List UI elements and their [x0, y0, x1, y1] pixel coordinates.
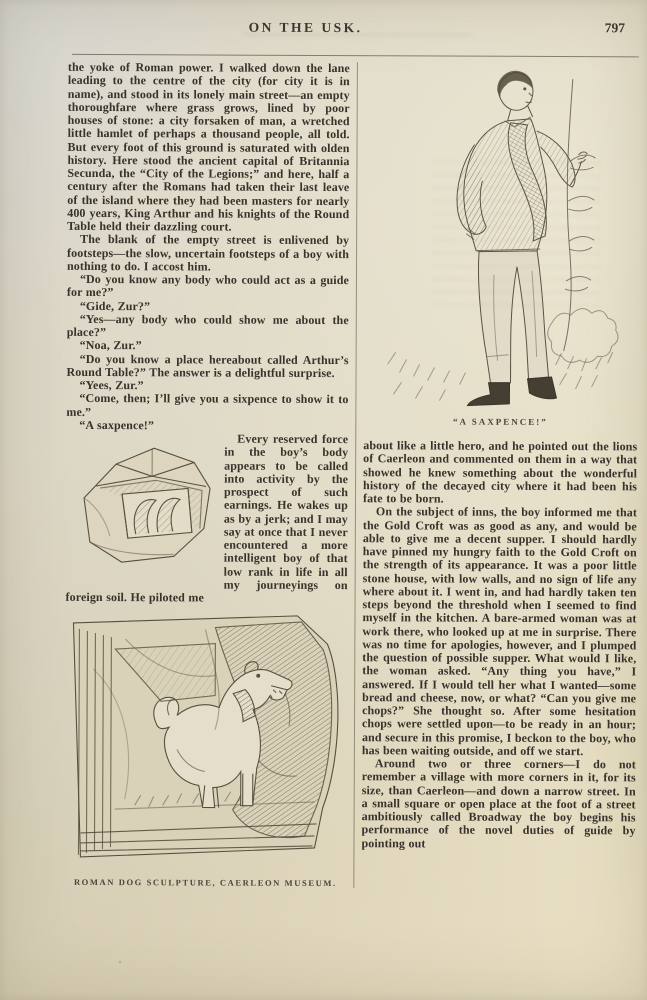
page-header [2, 0, 647, 53]
dog-sculpture-figure [64, 609, 347, 888]
paragraph: the yoke of Roman power. I walked down the lane leading to the centre of the city (for city it is in name), and stood in its lonely main street—an empty thoroughfare where grass grows, lined by poor houses of stone: a city forsaken of man, a wretched little hamlet of perhaps a thousand people, all told. But every foot of this ground is saturated with olden history. Here stood the ancient capital of Britannia Secunda, the “City of the Legions;” and here, half a century after the Romans had taken their last leave of the island where they had been masters for nearly 400 years, King Arthur and his knights of the Round Table held their dazzling court. [67, 59, 350, 234]
dialogue-line: “Noa, Zur.” [79, 338, 142, 353]
dialogue-line: “Gide, Zur?” [79, 298, 151, 313]
paragraph: On the subject of inns, the boy informed me that the Gold Croft was as good as any, and would be able to give me a decent supper. I should hardly have pinned my hungry faith to the Gold Croft on the strength of its appearance. It was a poor little stone house, with low walls, and no sign of life any where about it. I went in, and had hardly taken ten steps beyond the threshold when I seemed to find myself in the kitchen. A bare-armed woman was at work there, who looked up at me in surprise. There was no time for apologies, however, and I plumped the question of possible supper. What would I like, the woman asked. “Any thing you have,” I answered. If I would tell her what I wanted—some bread and cheese, now, or what? “Can you give me chops?” She thought so. After some hesitation chops were settled upon—to be ready in an hour; and secure in this promise, I beckon to the boy, who has been waiting outside, and off we start. [361, 504, 637, 758]
dialogue-line: “A saxpence!” [79, 417, 155, 433]
paragraph: about like a little hero, and he pointed out the lions of Caerleon and commented on them in a way that showed he knew something about the wonderful history of the decayed city where it had been his fate to be born. [362, 438, 638, 506]
right-column-text [361, 439, 637, 851]
stone-fragment-illustration [66, 436, 219, 579]
running-title: ON THE USK. [248, 19, 363, 36]
dialogue-line: “Do you know a place hereabout called Arthur’s Round Table?” The answer is a delightful surprise. [66, 351, 349, 380]
paragraph: Around two or three corners—I do not remember a village with more corners in it, for its size, than Caerleon—and down a narrow street. In a small square or open place at the foot of a street ambitiously called Broadway the boy begins his performance of the novel duties of guide by pointing out [361, 756, 636, 850]
dog-sculpture-illustration [64, 609, 347, 876]
figure-caption: “A SAXPENCE!” [452, 416, 548, 427]
dialogue-line: “Come, then; I’ll give you a sixpence to show it to me.” [66, 391, 349, 419]
paragraph: The blank of the empty street is enlivened by footsteps—the slow, uncertain footsteps of a boy with nothing to do. I accost him. [66, 232, 350, 274]
ink-bleed-through [431, 150, 602, 311]
paragraph: Every reserved force in the boy’s body appears to be called into activity by the prospect of such earnings. He wakes up as by a jerk; and I may say at once that I never encountered a more intelligent boy of that low rank in life in all my journeyings on foreign soil. He piloted me [65, 431, 349, 605]
header-rule [72, 54, 639, 57]
dialogue-line: “Yees, Zur.” [79, 377, 144, 393]
dialogue-line: “Do you know any body who could act as a guide for me?” [66, 271, 349, 300]
figure-caption: ROMAN DOG SCULPTURE, CAERLEON MUSEUM. [73, 877, 337, 889]
page-number: 797 [604, 20, 626, 36]
left-column [64, 61, 358, 889]
dialogue-line: “Yes—any body who could show me about the place?” [66, 311, 349, 340]
